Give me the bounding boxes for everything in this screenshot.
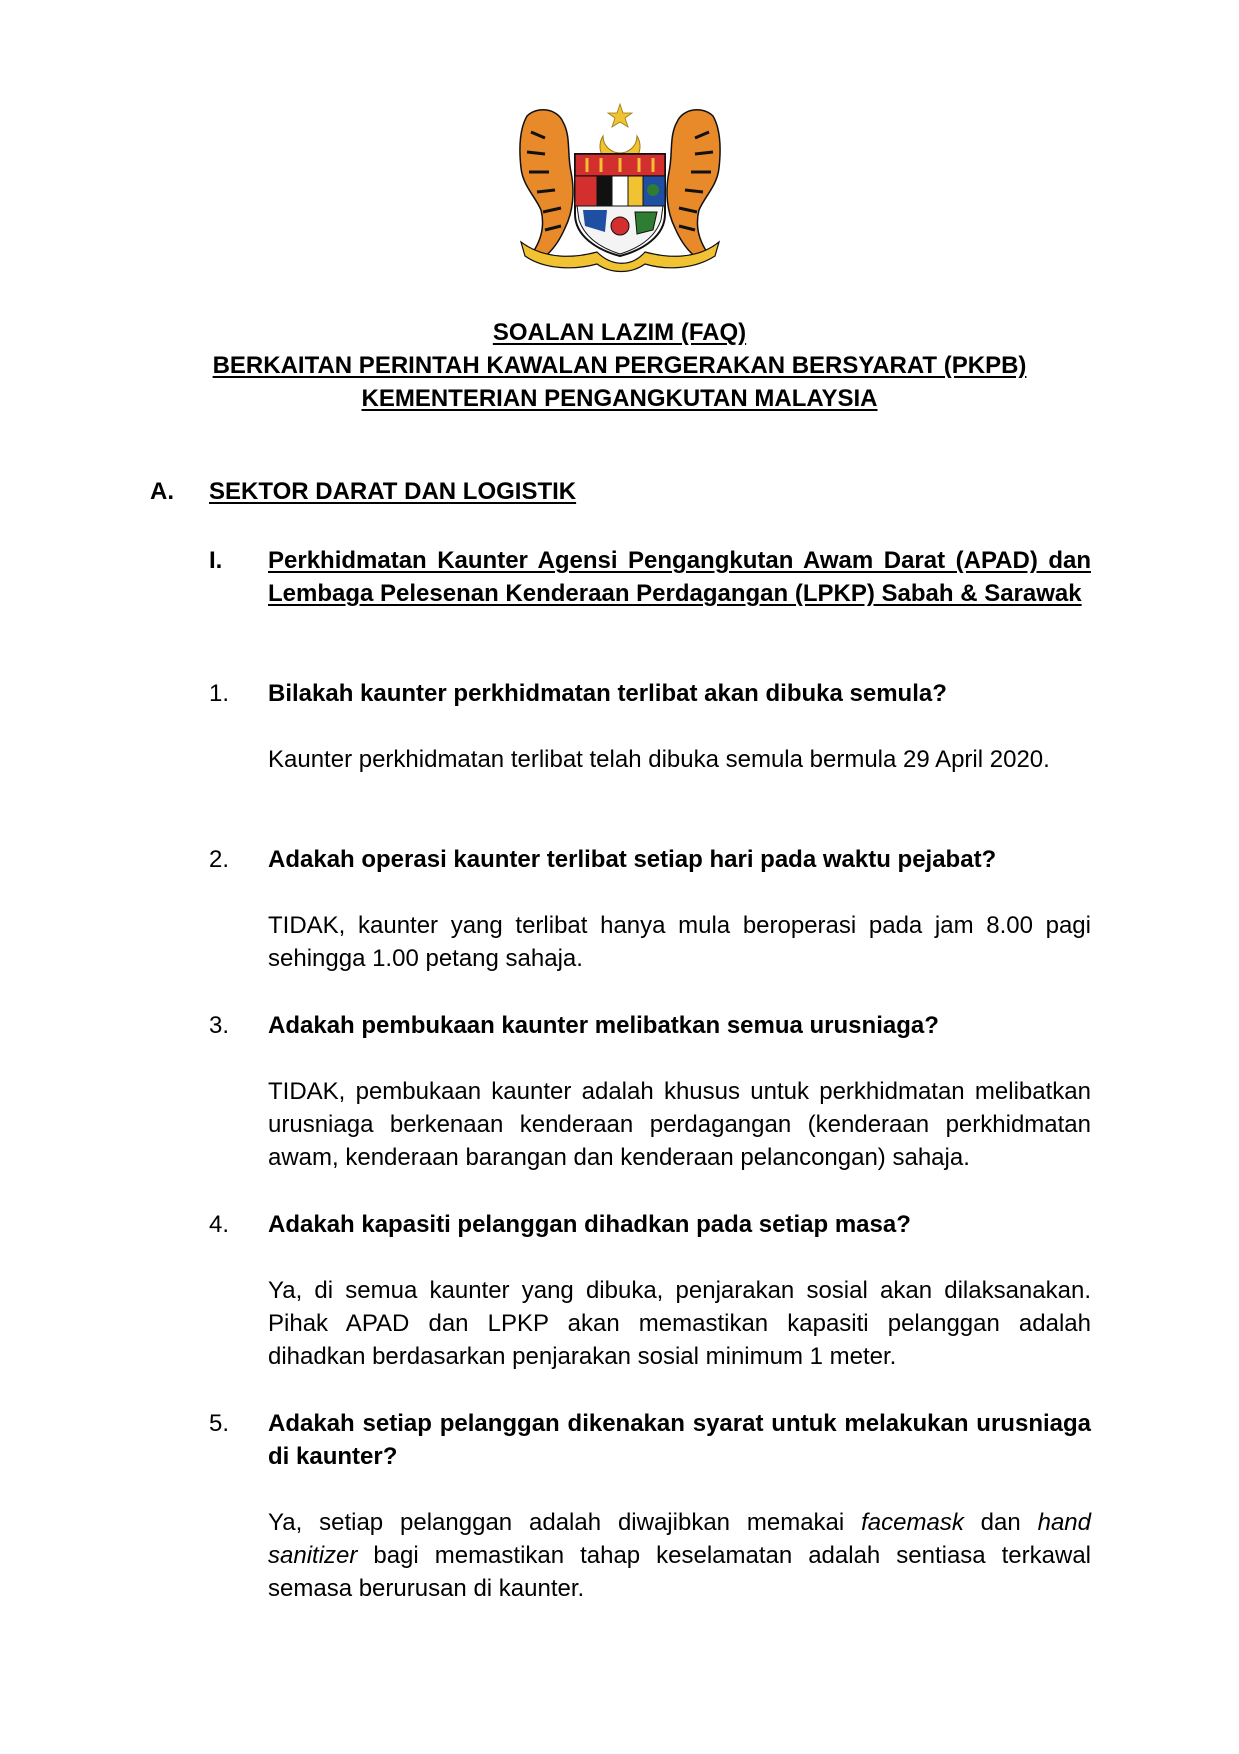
section-letter: A. xyxy=(150,478,174,505)
answer-italic-term: facemask xyxy=(861,1509,964,1536)
answer-text: dan xyxy=(963,1509,1038,1536)
title-line-1: SOALAN LAZIM (FAQ) xyxy=(492,319,747,346)
faq-answer: TIDAK, kaunter yang terlibat hanya mula beroperasi pada jam 8.00 pagi sehingga 1.00 petang sahaja. xyxy=(268,912,1091,972)
faq-question: Adakah kapasiti pelanggan dihadkan pada setiap masa? xyxy=(268,1211,911,1238)
faq-number: 1. xyxy=(209,680,230,707)
faq-answer: Ya, di semua kaunter yang dibuka, penjarakan sosial akan dilaksanakan. Pihak APAD dan LPKP akan memastikan kapasiti pelanggan adalah dihadkan berdasarkan penjarakan sosial minimum 1 meter. xyxy=(268,1277,1091,1370)
answer-text: Ya, setiap pelanggan adalah diwajibkan memakai xyxy=(268,1509,862,1536)
faq-number: 3. xyxy=(209,1012,230,1039)
faq-question: Adakah operasi kaunter terlibat setiap hari pada waktu pejabat? xyxy=(268,846,997,873)
title-line-2: BERKAITAN PERINTAH KAWALAN PERGERAKAN BERSYARAT (PKPB) xyxy=(212,352,1027,379)
answer-text: bagi memastikan tahap keselamatan adalah sentiasa terkawal semasa berurusan di kaunter. xyxy=(268,1542,1091,1602)
faq-number: 2. xyxy=(209,846,230,873)
faq-number: 4. xyxy=(209,1211,230,1238)
section-title: SEKTOR DARAT DAN LOGISTIK xyxy=(209,478,577,505)
faq-number: 5. xyxy=(209,1410,230,1437)
faq-question: Adakah pembukaan kaunter melibatkan semua urusniaga? xyxy=(268,1012,939,1039)
coat-of-arms-icon xyxy=(515,102,725,274)
faq-answer: Kaunter perkhidmatan terlibat telah dibuka semula bermula 29 April 2020. xyxy=(268,746,1050,773)
document-title xyxy=(0,316,1239,415)
subsection-number: I. xyxy=(209,547,223,574)
subsection-title: Perkhidmatan Kaunter Agensi Pengangkutan Awam Darat (APAD) dan Lembaga Pelesenan Kenderaan Perdagangan (LPKP) Sabah & Sarawak xyxy=(268,547,1091,607)
faq-question: Bilakah kaunter perkhidmatan terlibat akan dibuka semula? xyxy=(268,680,947,707)
faq-question: Adakah setiap pelanggan dikenakan syarat untuk melakukan urusniaga di kaunter? xyxy=(268,1410,1091,1470)
faq-answer xyxy=(268,1506,1091,1605)
faq-answer: TIDAK, pembukaan kaunter adalah khusus untuk perkhidmatan melibatkan urusniaga berkenaan kenderaan perdagangan (kenderaan perkhidmatan awam, kenderaan barangan dan kenderaan pelancongan) sahaja. xyxy=(268,1078,1091,1171)
title-line-3: KEMENTERIAN PENGANGKUTAN MALAYSIA xyxy=(361,385,878,412)
answer-italic-term: hand sanitizer xyxy=(268,1509,1091,1569)
